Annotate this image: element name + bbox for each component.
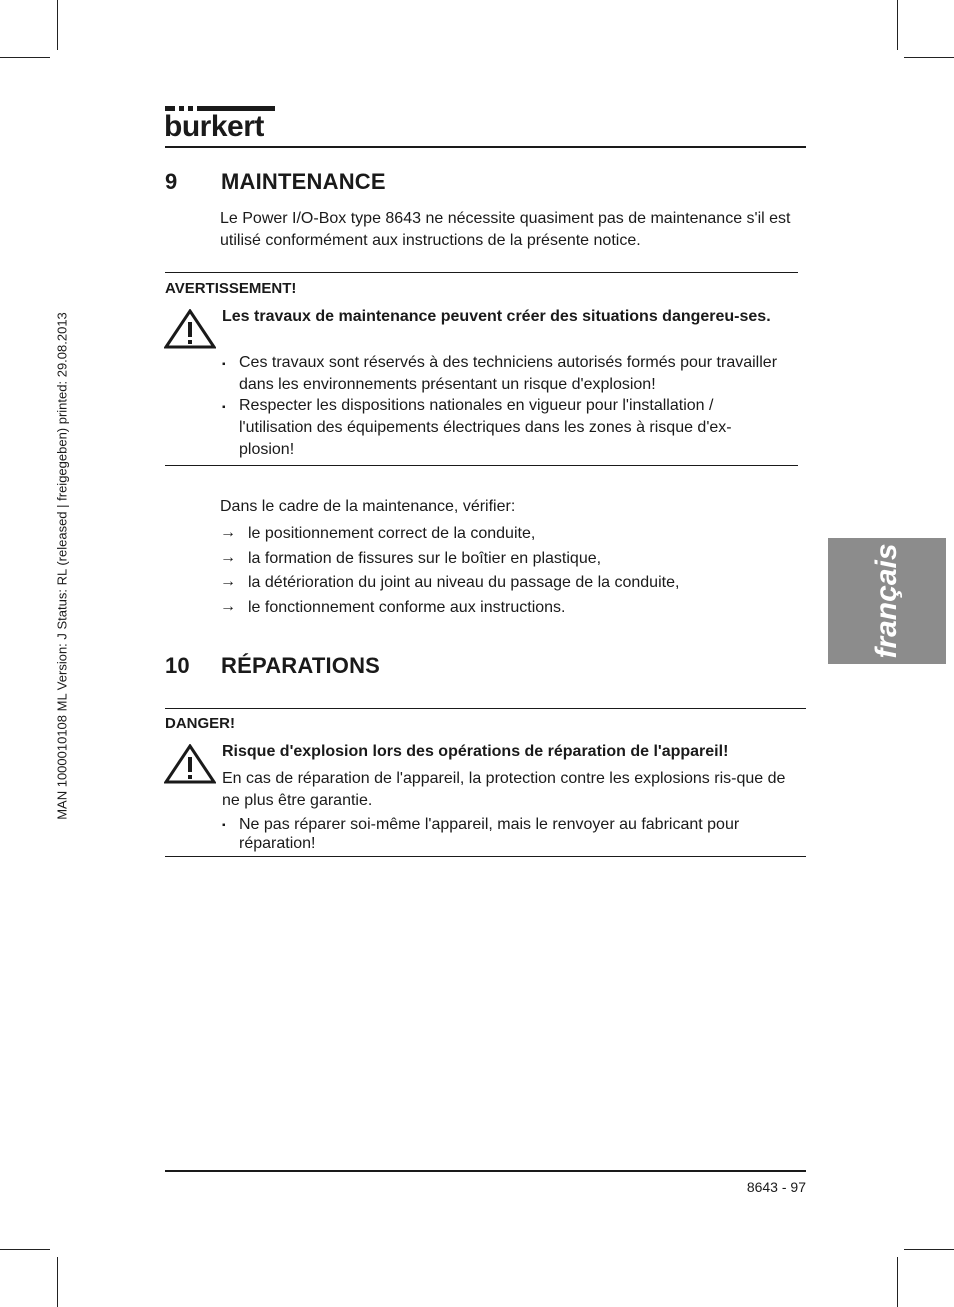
section-title: RÉPARATIONS xyxy=(221,653,381,678)
warning-top-rule xyxy=(165,272,798,273)
arrow-icon: → xyxy=(220,524,236,541)
warning-triangle-icon xyxy=(164,309,216,349)
danger-headline: Risque d'explosion lors des opérations de réparation de l'appareil! xyxy=(222,743,729,760)
burkert-logo xyxy=(164,106,275,143)
maintenance-intro: Le Power I/O-Box type 8643 ne nécessite quasiment pas de maintenance s'il est utilisé conformément aux instructions de la présente notice. xyxy=(220,210,791,249)
bullet-mark: ▪ xyxy=(222,402,226,413)
crop-mark xyxy=(57,0,58,50)
section-number: 10 xyxy=(165,653,190,678)
warning-bullet-text: Respecter les dispositions nationales en vigueur pour l'installation / l'utilisation des équipements électriques dans les zones à risque d'ex-plosion! xyxy=(239,397,732,458)
language-tab-label: français xyxy=(870,543,903,659)
warning-bullet-text: Ces travaux sont réservés à des techniciens autorisés formés pour travailler dans les environnements présentant un risque d'explosion! xyxy=(239,354,778,393)
crop-mark xyxy=(0,57,50,58)
crop-mark xyxy=(0,1249,50,1250)
warning-triangle-icon xyxy=(164,744,216,784)
document-meta-text: MAN 1000010108 ML Version: J Status: RL (released | freigegeben) printed: 29.08.2013 xyxy=(54,312,70,820)
crop-mark xyxy=(897,1257,898,1307)
section-heading-maintenance xyxy=(165,169,565,197)
danger-label: DANGER! xyxy=(165,715,235,732)
header-rule xyxy=(165,146,806,148)
check-list-text: la détérioration du joint au niveau du passage de la conduite, xyxy=(248,574,680,591)
page-number: 8643 - 97 xyxy=(746,1179,806,1195)
crop-mark xyxy=(904,1249,954,1250)
section-title: MAINTENANCE xyxy=(221,169,386,194)
crop-mark xyxy=(897,0,898,50)
danger-bullet xyxy=(222,815,782,855)
check-list-text: le positionnement correct de la conduite, xyxy=(248,525,536,542)
danger-bullet-text: Ne pas réparer soi-même l'appareil, mais le renvoyer au fabricant pour réparation! xyxy=(239,816,740,852)
warning-bullet xyxy=(222,352,782,396)
bullet-mark: ▪ xyxy=(222,820,226,831)
check-list-text: la formation de fissures sur le boîtier en plastique, xyxy=(248,550,602,567)
danger-body: En cas de réparation de l'appareil, la protection contre les explosions ris-que de ne plus être garantie. xyxy=(222,770,786,809)
warning-headline: Les travaux de maintenance peuvent créer des situations dangereu-ses. xyxy=(222,308,771,325)
crop-mark xyxy=(57,1257,58,1307)
warning-bullet xyxy=(222,395,782,461)
danger-top-rule xyxy=(165,708,806,709)
arrow-icon: → xyxy=(220,573,236,590)
danger-bottom-rule xyxy=(165,856,806,857)
crop-mark xyxy=(904,57,954,58)
language-tab[interactable] xyxy=(828,538,946,664)
footer-rule xyxy=(165,1170,806,1172)
check-intro: Dans le cadre de la maintenance, vérifier: xyxy=(220,498,516,515)
section-number: 9 xyxy=(165,169,178,194)
section-heading-reparations xyxy=(165,653,565,681)
warning-bottom-rule xyxy=(165,465,798,466)
logo-wordmark: burkert xyxy=(164,110,264,143)
bullet-mark: ▪ xyxy=(222,359,226,370)
check-list-text: le fonctionnement conforme aux instructions. xyxy=(248,599,566,616)
arrow-icon: → xyxy=(220,549,236,566)
warning-label: AVERTISSEMENT! xyxy=(165,280,297,297)
arrow-icon: → xyxy=(220,598,236,615)
